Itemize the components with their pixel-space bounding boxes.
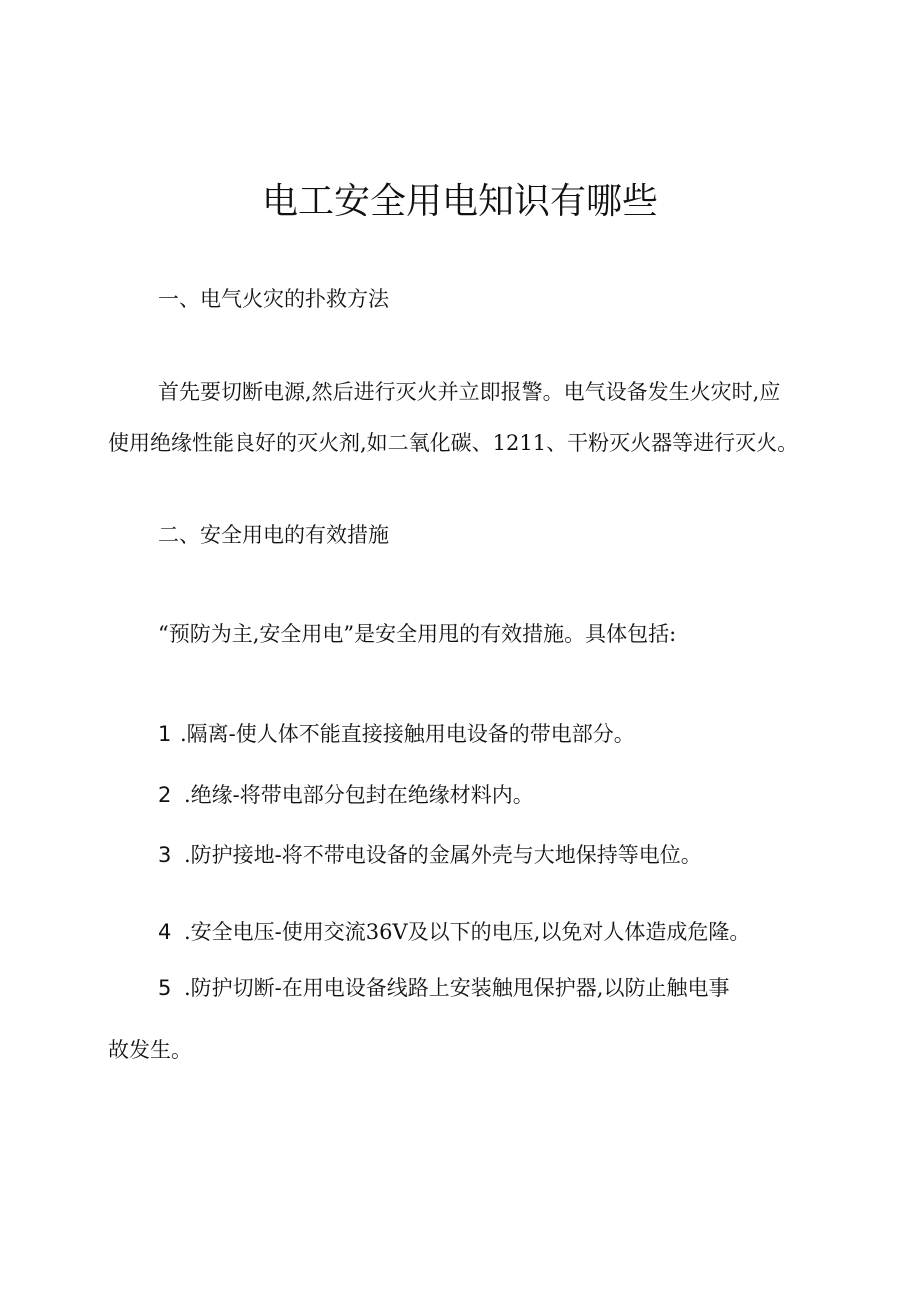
paragraph-measures-intro: “预防为主,安全用电”是安全用甩的有效措施。具体包括: [158, 622, 677, 646]
list-item-number: 1 [158, 722, 172, 746]
section-heading-measures: 二、安全用电的有效措施 [158, 523, 389, 547]
list-item-continuation: 故发生。 [108, 1038, 192, 1062]
paragraph-fire-line-1: 首先要切断电源,然后进行灭火并立即报警。电气设备发生火灾时,应 [158, 380, 781, 404]
list-item-number: 5 [158, 976, 172, 1000]
list-item [158, 972, 729, 1004]
list-item [158, 718, 635, 750]
list-item-text: .隔离-使人体不能直接接触用电设备的带电部分。 [180, 722, 635, 746]
list-item-number: 2 [158, 783, 172, 807]
list-item-text: .防护接地-将不带电设备的金属外壳与大地保持等电位。 [184, 843, 702, 867]
section-heading-fire: 一、电气火灾的扑救方法 [158, 287, 389, 311]
list-item-number: 4 [158, 920, 172, 944]
list-item-text: .绝缘-将带电部分包封在绝缘材料内。 [184, 783, 534, 807]
list-item [158, 779, 534, 811]
list-item-text: .防护切断-在用电设备线路上安装触甩保护器,以防止触电事 [184, 976, 730, 1000]
list-item-number: 3 [158, 843, 172, 867]
list-item [158, 916, 750, 948]
paragraph-fire-line-2: 使用绝缘性能良好的灭火剂,如二氧化碳、1211、干粉灭火器等进行灭火。 [108, 431, 799, 455]
list-item [158, 839, 702, 871]
list-item-text: .安全电压-使用交流36V及以下的电压,以免对人体造成危隆。 [184, 920, 751, 944]
document-title: 电工安全用电知识有哪些 [261, 181, 658, 222]
